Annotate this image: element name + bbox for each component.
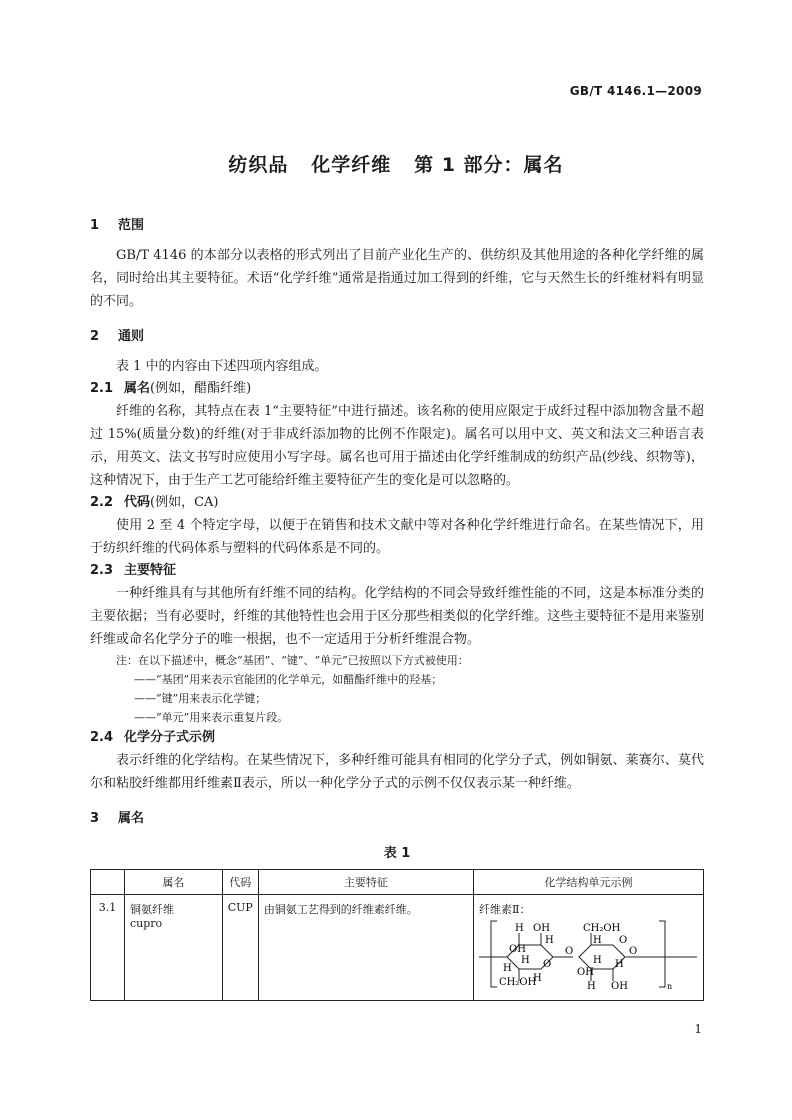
table-header-cell: 代码 <box>222 870 258 895</box>
atom-label: H <box>544 935 554 946</box>
standard-code: GB/T 4146.1—2009 <box>569 84 702 98</box>
section-number: 3 <box>90 811 100 826</box>
table-caption: 表 1 <box>383 846 411 861</box>
section-title: 主要特征 <box>124 563 177 578</box>
atom-label: O <box>618 935 628 946</box>
section-2-2-heading <box>90 492 704 514</box>
section-title: 化学分子式示例 <box>124 730 216 745</box>
section-3-heading <box>90 807 704 831</box>
atom-label: OH <box>508 944 526 955</box>
atom-label: O <box>542 959 552 970</box>
feature-cell: 由铜氨工艺得到的纤维素纤维。 <box>258 895 473 1001</box>
note-line: ——“基团”用来表示官能团的化学单元，如醋酯纤维中的羟基； <box>134 673 443 686</box>
table-header-row <box>91 870 704 895</box>
note-line: ——“键”用来表示化学键； <box>134 692 267 705</box>
atom-label: CH₂OH <box>582 923 621 934</box>
table-header-cell: 属名 <box>124 870 222 895</box>
cellulose-structure-diagram <box>479 919 697 991</box>
atom-label: H <box>586 981 596 991</box>
atom-label: O <box>628 946 638 957</box>
atom-label: H <box>520 955 530 966</box>
table-header-cell <box>91 870 125 895</box>
left-bracket <box>491 921 497 987</box>
fiber-table <box>90 869 704 1001</box>
atom-label: O <box>564 946 574 957</box>
section-1-text: GB/T 4146 的本部分以表格的形式列出了目前产业化生产的、供纺织及其他用途的各种化学纤维的属名，同时给出其主要特征。术语“化学纤维”通常是指通过加工得到的纤维，它与天然生长的纤维材料有明显的不同。 <box>90 248 704 309</box>
section-example: (例如，醋酯纤维) <box>150 381 252 396</box>
section-2-3-heading <box>90 560 704 582</box>
note-line: ——“单元”用来表示重复片段。 <box>134 711 289 724</box>
section-2-1-text: 纤维的名称，其特点在表 1“主要特征”中进行描述。该名称的使用应限定于成纤过程中添加物含量不超过 15%(质量分数)的纤维(对于非成纤添加物的比例不作限定)。属名可以用中文、英文和法文三种语言表示，用英文、法文书写时应使用小写字母。属名也可用于描述由化学纤维制成的纺织产品(纱线、织物等)，这种情况下，由于生产工艺可能给纤维主要特征产生的变化是可以忽略的。 <box>90 404 704 488</box>
section-title: 通则 <box>118 329 145 344</box>
structure-label: 纤维素Ⅱ： <box>478 903 531 916</box>
table-header-cell: 化学结构单元示例 <box>473 870 703 895</box>
section-number: 2.1 <box>90 381 114 396</box>
atom-label: OH <box>532 923 550 934</box>
section-number: 2 <box>90 329 100 344</box>
repeat-subscript: n <box>666 982 673 991</box>
section-2-3-text: 一种纤维具有与其他所有纤维不同的结构。化学结构的不同会导致纤维性能的不同，这是本标准分类的主要依据；当有必要时，纤维的其他特性也会用于区分那些相类似的化学纤维。这些主要特征不是用来鉴别纤维或命名化学分子的唯一根据，也不一定适用于分析纤维混合物。 <box>90 586 704 647</box>
row-number: 3.1 <box>91 895 125 1001</box>
table-header-cell: 主要特征 <box>258 870 473 895</box>
atom-label: H <box>592 955 602 966</box>
page-number: 1 <box>694 1022 702 1036</box>
section-2-4-heading <box>90 727 704 749</box>
section-1-heading <box>90 214 704 238</box>
section-2-4-text: 表示纤维的化学结构。在某些情况下，多种纤维可能具有相同的化学分子式，例如铜氨、莱赛尔、莫代尔和粘胶纤维都用纤维素Ⅱ表示，所以一种化学分子式的示例不仅仅表示某一种纤维。 <box>90 753 704 791</box>
table-row <box>91 895 704 1001</box>
section-title: 代码 <box>124 495 151 510</box>
section-2-1-heading <box>90 378 704 400</box>
atom-label: H <box>532 973 542 984</box>
atom-label: OH <box>576 967 594 978</box>
atom-label: CH₂OH <box>498 977 537 988</box>
name-en: cupro <box>129 917 163 930</box>
section-title: 范围 <box>118 218 145 233</box>
section-2-intro: 表 1 中的内容由下述四项内容组成。 <box>116 359 328 374</box>
section-2-2-text: 使用 2 至 4 个特定字母，以便于在销售和技术文献中等对各种化学纤维进行命名。在某些情况下，用于纺织纤维的代码体系与塑料的代码体系是不同的。 <box>90 518 704 556</box>
section-2-heading <box>90 325 704 349</box>
section-number: 2.3 <box>90 563 114 578</box>
atom-label: H <box>514 923 524 934</box>
code-cell: CUP <box>222 895 258 1001</box>
right-bracket <box>659 921 665 987</box>
name-zh: 铜氨纤维 <box>129 903 174 916</box>
structure-cell <box>473 895 703 1001</box>
generic-name-cell <box>124 895 222 1001</box>
section-title: 属名 <box>118 811 145 826</box>
note: 注：在以下描述中，概念“基团”、“键”、“单元”已按照以下方式被使用： <box>116 654 469 667</box>
atom-label: OH <box>610 981 628 991</box>
atom-label: H <box>592 935 602 946</box>
section-number: 2.4 <box>90 730 114 745</box>
atom-label: H <box>614 959 624 970</box>
atom-label: H <box>502 963 512 974</box>
section-number: 2.2 <box>90 495 114 510</box>
document-body <box>90 214 704 1001</box>
document-title: 纺织品 化学纤维 第 1 部分：属名 <box>228 154 564 176</box>
section-title: 属名 <box>124 381 151 396</box>
section-example: (例如，CA) <box>150 495 219 510</box>
section-number: 1 <box>90 218 100 233</box>
